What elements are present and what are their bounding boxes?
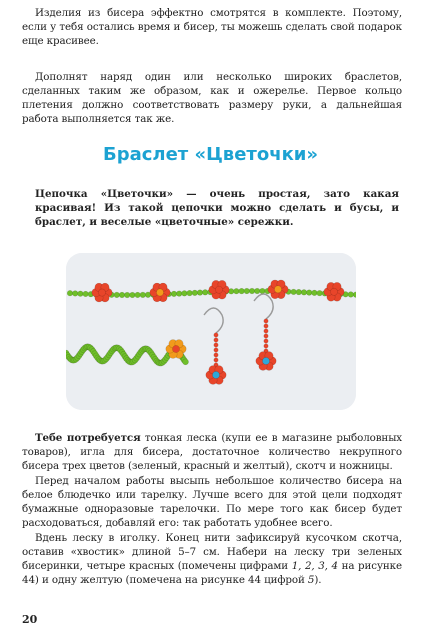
section-lead: Цепочка «Цветочки» — очень простая, зато какая красивая! Из такой цепочки можно сделать и бусы, и браслет, и веселые «цветочные» сережки.	[35, 188, 399, 228]
chain-bead	[135, 292, 141, 298]
earring-bead	[264, 344, 268, 348]
threading-start: Вдень леску в иголку. Конец нити зафиксируй кусочком скотча, оставив «хвостик» длиной 5–7 см. Набери на леску три зеленых бисеринки, четыре красных (помечены цифрами	[22, 532, 402, 572]
photo-background	[66, 253, 356, 410]
chain-bead	[260, 288, 266, 294]
chain-bead	[254, 288, 260, 294]
earring-bead	[214, 353, 218, 357]
chain-bead	[67, 290, 73, 296]
threading-end: ).	[314, 574, 322, 586]
flower-center-bead	[330, 288, 337, 295]
flower-center-bead	[156, 289, 163, 296]
earring-bead	[264, 319, 268, 323]
chain-bead	[119, 292, 125, 298]
chain-bead	[124, 292, 130, 298]
chain-bead	[244, 288, 250, 294]
chain-bead	[182, 291, 188, 297]
chain-bead	[301, 290, 307, 296]
chain-bead	[140, 292, 146, 298]
chain-bead	[72, 291, 78, 297]
intro-paragraph-1: Изделия из бисера эффектно смотрятся в комплекте. Поэтому, если у тебя остались время и бисер, ты можешь сделать свой подарок еще красивее.	[22, 7, 402, 47]
chain-bead	[130, 292, 136, 298]
page-number: 20	[22, 613, 38, 626]
flower-center-bead	[274, 286, 281, 293]
materials-paragraph	[22, 431, 402, 473]
threading-number: 5	[307, 574, 315, 586]
flower-center-bead	[98, 289, 105, 296]
earring-bead	[264, 329, 268, 333]
chain-bead	[291, 289, 297, 295]
chain-bead	[306, 290, 312, 296]
flower-center-bead	[172, 345, 179, 352]
materials-bold: Тебе потребуется	[35, 432, 141, 444]
earring-bead	[214, 343, 218, 347]
threading-paragraph	[22, 531, 402, 587]
earring-bead	[264, 339, 268, 343]
strand-bead	[183, 359, 189, 365]
earring-bead	[264, 334, 268, 338]
chain-bead	[192, 290, 198, 296]
earring-bead	[214, 348, 218, 352]
chain-bead	[296, 289, 302, 295]
chain-bead	[239, 288, 245, 294]
earring-bead	[214, 358, 218, 362]
materials-rest: тонкая леска (купи ее в магазине рыболовных товаров), игла для бисера, достаточное количество некрупного бисера трех цветов (зеленый, красный и желтый), скотч и ножницы.	[22, 432, 402, 472]
flower-center-bead	[212, 371, 219, 378]
threading-numbers: 1, 2, 3, 4	[291, 560, 338, 572]
chain-bead	[187, 290, 193, 296]
chain-bead	[78, 291, 84, 297]
chain-bead	[202, 290, 208, 296]
earring-bead	[214, 338, 218, 342]
chain-bead	[353, 292, 356, 298]
chain-bead	[249, 288, 255, 294]
earring-bead	[264, 324, 268, 328]
bead-jewelry-photo	[66, 253, 356, 410]
chain-bead	[312, 290, 318, 296]
section-title: Браслет «Цветочки»	[102, 144, 319, 165]
threading-middle: на рисунке 44) и одну желтую (помечена на рисунке 44 цифрой	[22, 560, 402, 586]
body-text	[22, 431, 402, 588]
chain-bead	[114, 292, 120, 298]
chain-bead	[176, 291, 182, 297]
chain-bead	[348, 292, 354, 298]
chain-bead	[171, 291, 177, 297]
flower-center-bead	[262, 357, 269, 364]
intro-paragraph-2: Дополнят наряд один или несколько широких браслетов, сделанных таким же образом, как и ожерелье. Первое кольцо плетения должно соответствовать размеру руки, а дальнейшая работа выполняется так же.	[22, 71, 402, 125]
chain-bead	[83, 291, 89, 297]
chain-bead	[197, 290, 203, 296]
earring-bead	[214, 333, 218, 337]
flower-center-bead	[215, 286, 222, 293]
chain-bead	[234, 288, 240, 294]
chain-bead	[317, 290, 323, 296]
preparation-paragraph: Перед началом работы высыпь небольшое количество бисера на белое блюдечко или тарелку. Лучше всего для этой цели подходят бумажные одноразовые тарелочки. По мере того как бисер будет расходоваться, добавляй его: так работать удобнее всего.	[22, 475, 402, 529]
